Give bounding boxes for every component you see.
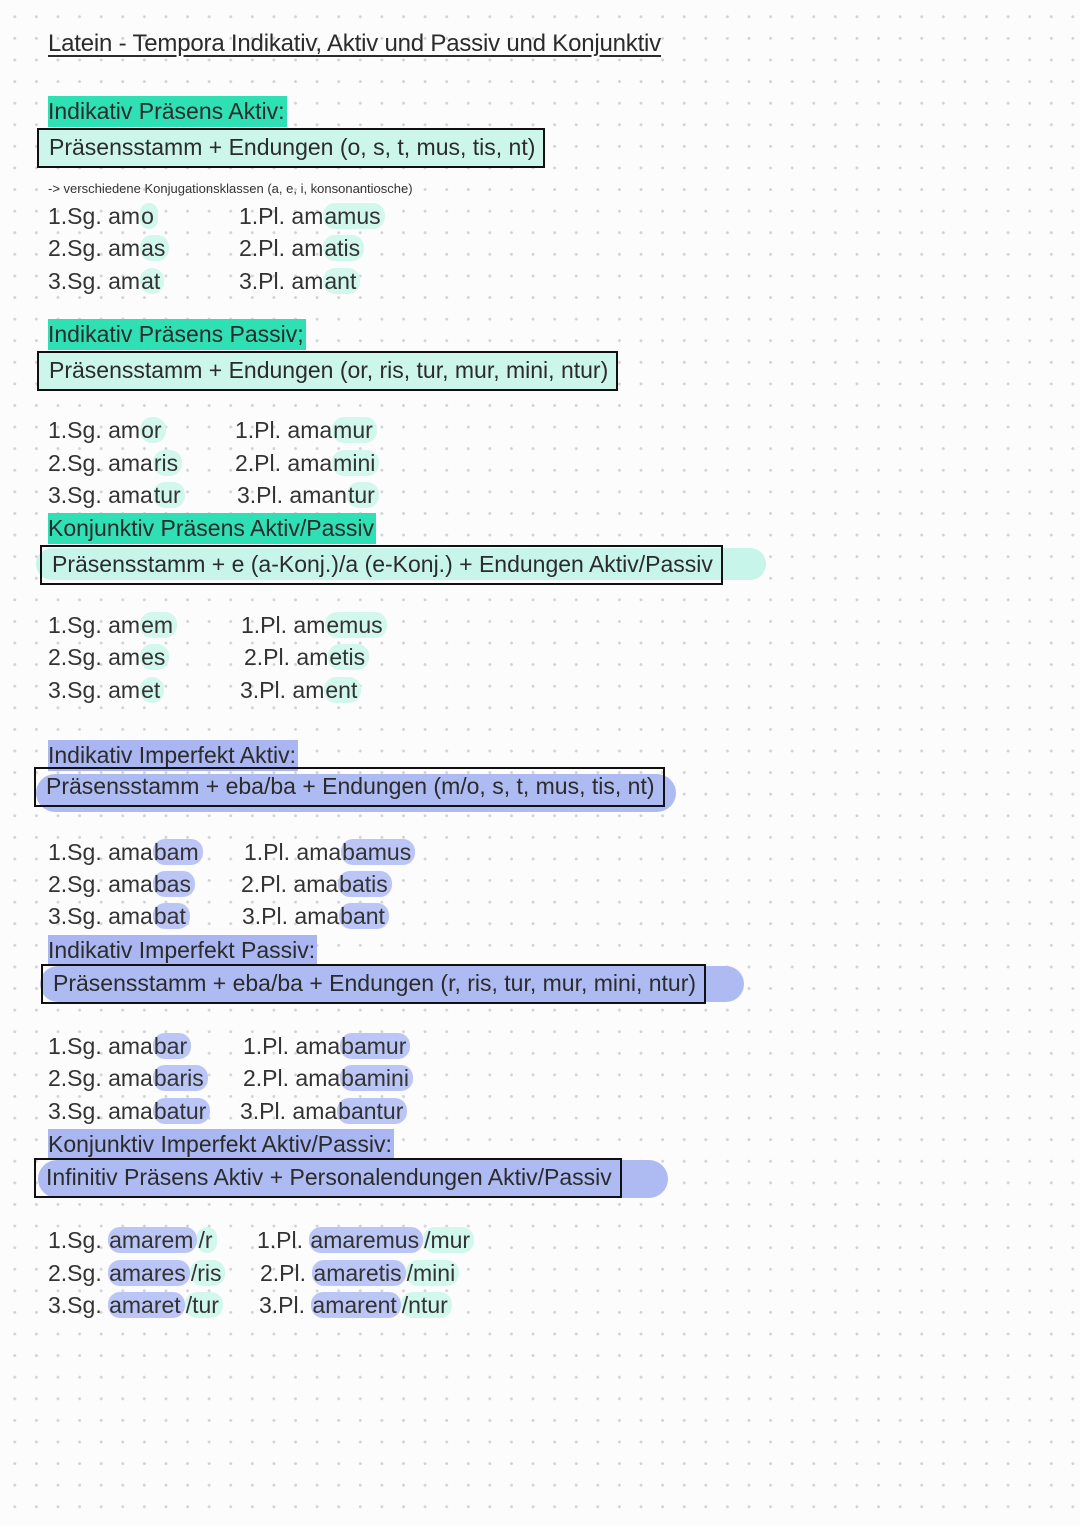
form-pl: 2.Pl. amaretis /mini	[260, 1259, 459, 1287]
form-pl: 1.Pl. amabamur	[243, 1032, 410, 1060]
form-pl: 3.Pl. amabantur	[240, 1097, 407, 1125]
form-sg: 1.Sg. amabar	[48, 1032, 191, 1060]
form-sg: 3.Sg. amet	[48, 676, 164, 704]
form-sg: 3.Sg. amabatur	[48, 1097, 210, 1125]
rule-box-konjunktiv-imperfekt: Infinitiv Präsens Aktiv + Personalendungen Aktiv/Passiv	[34, 1158, 622, 1198]
form-sg: 1.Sg. amo	[48, 202, 158, 230]
form-sg: 3.Sg. amatur	[48, 481, 185, 509]
form-pl: 3.Pl. amarent /ntur	[259, 1291, 452, 1319]
page-title: Latein - Tempora Indikativ, Aktiv und Passiv und Konjunktiv	[48, 30, 661, 57]
heading-konjunktiv-imperfekt: Konjunktiv Imperfekt Aktiv/Passiv:	[48, 1129, 394, 1160]
heading-indikativ-praesens-passiv: Indikativ Präsens Passiv;	[48, 319, 306, 350]
form-pl: 2.Pl. amabamini	[243, 1064, 413, 1092]
form-sg: 2.Sg. amas	[48, 234, 169, 262]
form-sg: 3.Sg. amaret /tur	[48, 1291, 223, 1319]
rule-box-konjunktiv-praesens: Präsensstamm + e (a-Konj.)/a (e-Konj.) + Endungen Aktiv/Passiv	[40, 545, 723, 585]
heading-indikativ-imperfekt-passiv: Indikativ Imperfekt Passiv:	[48, 935, 317, 966]
form-pl: 2.Pl. amamini	[235, 449, 379, 477]
form-pl: 2.Pl. ametis	[244, 643, 369, 671]
rule-box-indikativ-praesens-passiv: Präsensstamm + Endungen (or, ris, tur, mur, mini, ntur)	[37, 351, 618, 391]
rule-box-indikativ-imperfekt-aktiv: Präsensstamm + eba/ba + Endungen (m/o, s, t, mus, tis, nt)	[34, 767, 665, 807]
form-sg: 1.Sg. amem	[48, 611, 177, 639]
form-pl: 1.Pl. amabamus	[244, 838, 415, 866]
heading-konjunktiv-praesens: Konjunktiv Präsens Aktiv/Passiv	[48, 513, 376, 544]
form-sg: 2.Sg. ames	[48, 643, 169, 671]
form-pl: 2.Pl. amabatis	[241, 870, 392, 898]
rule-box-indikativ-praesens-aktiv: Präsensstamm + Endungen (o, s, t, mus, tis, nt)	[37, 128, 545, 168]
form-pl: 1.Pl. amemus	[241, 611, 387, 639]
form-pl: 3.Pl. ament	[240, 676, 361, 704]
form-pl: 3.Pl. amabant	[242, 902, 389, 930]
conjugation-note: -> verschiedene Konjugationsklassen (a, e, i, konsonantiosche)	[48, 181, 413, 196]
rule-box-indikativ-imperfekt-passiv: Präsensstamm + eba/ba + Endungen (r, ris, tur, mur, mini, ntur)	[41, 964, 706, 1004]
form-pl: 1.Pl. amamur	[235, 416, 377, 444]
heading-indikativ-imperfekt-aktiv: Indikativ Imperfekt Aktiv:	[48, 740, 298, 771]
form-pl: 3.Pl. amant	[239, 267, 360, 295]
form-sg: 2.Sg. amabas	[48, 870, 195, 898]
heading-indikativ-praesens-aktiv: Indikativ Präsens Aktiv:	[48, 96, 287, 127]
form-sg: 1.Sg. amor	[48, 416, 166, 444]
form-sg: 2.Sg. amares /ris	[48, 1259, 225, 1287]
form-pl: 1.Pl. amaremus /mur	[257, 1226, 474, 1254]
form-pl: 2.Pl. amatis	[239, 234, 364, 262]
form-sg: 1.Sg. amabam	[48, 838, 203, 866]
form-pl: 1.Pl. amamus	[239, 202, 385, 230]
form-sg: 3.Sg. amat	[48, 267, 164, 295]
form-sg: 2.Sg. amaris	[48, 449, 182, 477]
form-sg: 1.Sg. amarem /r	[48, 1226, 217, 1254]
form-sg: 3.Sg. amabat	[48, 902, 190, 930]
form-pl: 3.Pl. amantur	[237, 481, 379, 509]
form-sg: 2.Sg. amabaris	[48, 1064, 208, 1092]
